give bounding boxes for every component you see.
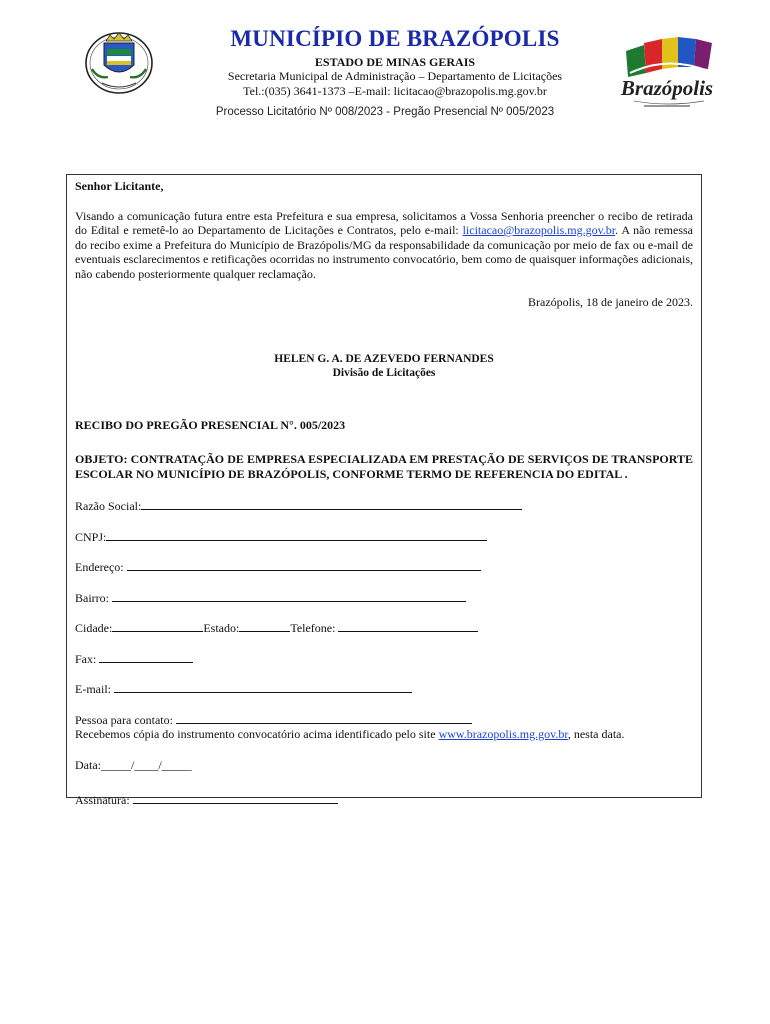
- estado-label: Estado:: [203, 621, 240, 635]
- letterhead: [0, 22, 770, 132]
- receipt-confirmation: [75, 727, 693, 742]
- razao-social-label: Razão Social:: [75, 499, 142, 513]
- process-number: Processo Licitatório Nº 008/2023 - Pregão Presencial Nº 005/2023: [215, 106, 555, 118]
- receipt-confirmation-text: Recebemos cópia do instrumento convocatório acima identificado pelo site: [75, 727, 439, 741]
- signer-name: HELEN G. A. DE AZEVEDO FERNANDES: [274, 352, 494, 365]
- cnpj-field[interactable]: [75, 529, 693, 545]
- cnpj-label: CNPJ:: [75, 529, 107, 544]
- pessoa-contato-line[interactable]: [176, 712, 472, 724]
- cidade-label: Cidade:: [75, 621, 113, 635]
- coat-of-arms-icon: [84, 27, 154, 97]
- bairro-label: Bairro:: [75, 590, 112, 605]
- page-title: MUNICÍPIO DE BRAZÓPOLIS: [230, 26, 560, 51]
- state-name: ESTADO DE MINAS GERAIS: [314, 55, 476, 69]
- telefone-label: Telefone:: [290, 621, 339, 635]
- razao-social-field[interactable]: [75, 498, 693, 514]
- bairro-line[interactable]: [112, 590, 466, 602]
- pessoa-contato-label: Pessoa para contato:: [75, 712, 176, 727]
- email-line[interactable]: [114, 681, 412, 693]
- letter-date: Brazópolis, 18 de janeiro de 2023.: [528, 295, 693, 309]
- cidade-estado-telefone-field[interactable]: [75, 620, 693, 636]
- letter-body-text-continued: . A não remessa do recibo exime a Prefeitura do Município de Brazópolis/MG da responsabilidade da comunicação por meio de fax ou e-mail de eventuais esclarecimentos e retificações ocorridas no instrumento convocatório, bem como de quaisquer informações adicionais, não cabendo posteriormente qualquer reclamação.: [75, 223, 693, 281]
- contact-line: Tel.:(035) 3641-1373 –E-mail: licitacao@brazopolis.mg.gov.br: [243, 84, 547, 98]
- department-line: Secretaria Municipal de Administração – Departamento de Licitações: [227, 69, 563, 83]
- fax-field[interactable]: [75, 651, 693, 667]
- email-field[interactable]: [75, 681, 693, 697]
- cnpj-line[interactable]: [106, 529, 487, 541]
- data-field[interactable]: Data:_____/____/_____: [75, 757, 192, 772]
- assinatura-field[interactable]: [75, 792, 693, 808]
- bairro-field[interactable]: [75, 590, 693, 606]
- receipt-confirmation-end: , nesta data.: [567, 727, 625, 741]
- fax-line[interactable]: [99, 651, 193, 663]
- endereco-line[interactable]: [127, 559, 481, 571]
- receipt-form-box: [66, 174, 702, 807]
- telefone-line[interactable]: [338, 620, 478, 632]
- email-link[interactable]: licitacao@brazopolis.mg.gov.br: [462, 223, 616, 237]
- endereco-label: Endereço:: [75, 560, 127, 574]
- endereco-field[interactable]: [75, 559, 693, 575]
- signer-role: Divisão de Licitações: [332, 366, 436, 379]
- email-label: E-mail:: [75, 682, 114, 696]
- site-link[interactable]: www.brazopolis.mg.gov.br: [438, 727, 568, 741]
- letter-body: [75, 209, 693, 282]
- signature-block: [75, 352, 693, 380]
- letter-body-text: Visando a comunicação futura entre esta Prefeitura e sua empresa, solicitamos a Vossa Senhoria preencher o recibo de retirada do Edital e remetê-lo ao Departamento de Licitações e Contratos, pelo e-mail:: [75, 208, 693, 237]
- assinatura-label: Assinatura:: [75, 793, 133, 807]
- pessoa-contato-field[interactable]: [75, 712, 693, 728]
- receipt-title: RECIBO DO PREGÃO PRESENCIAL N°. 005/2023: [75, 417, 346, 432]
- estado-line[interactable]: [239, 620, 290, 632]
- razao-social-line[interactable]: [141, 498, 522, 510]
- fax-label: Fax:: [75, 651, 100, 666]
- receipt-object: OBJETO: CONTRATAÇÃO DE EMPRESA ESPECIALIZADA EM PRESTAÇÃO DE SERVIÇOS DE TRANSPORTE ESCOLAR NO MUNICÍPIO DE BRAZÓPOLIS, CONFORME TERMO DE REFERENCIA DO EDITAL .: [75, 452, 693, 481]
- assinatura-line[interactable]: [133, 792, 338, 804]
- salutation: Senhor Licitante,: [75, 179, 164, 193]
- svg-text:Brazópolis: Brazópolis: [620, 76, 714, 100]
- cidade-line[interactable]: [112, 620, 203, 632]
